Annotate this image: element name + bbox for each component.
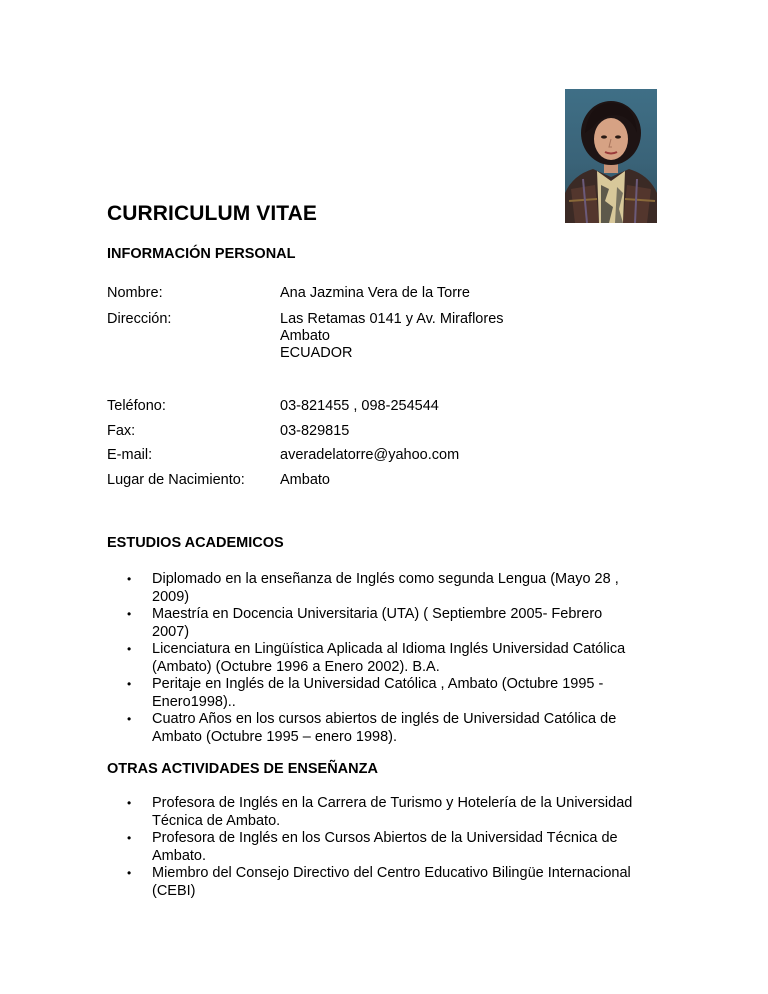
list-item: • Miembro del Consejo Directivo del Centro Educativo Bilingüe Internacional (CEBI) (127, 865, 631, 899)
list-item: • Profesora de Inglés en los Cursos Abiertos de la Universidad Técnica de Ambato. (127, 830, 618, 864)
bullet-icon: • (127, 712, 132, 726)
bullet-icon: • (127, 677, 132, 691)
fax-value: 03-829815 (280, 423, 350, 439)
teaching-list (107, 795, 667, 900)
address-line-2: Ambato (280, 328, 330, 344)
bullet-icon: • (127, 642, 132, 656)
name-value: Ana Jazmina Vera de la Torre (280, 285, 470, 301)
address-line-3: ECUADOR (280, 345, 353, 361)
name-label: Nombre: (107, 285, 163, 301)
list-item: • Cuatro Años en los cursos abiertos de inglés de Universidad Católica de Ambato (Octubre 1995 – enero 1998). (127, 711, 617, 745)
list-item: • Diplomado en la enseñanza de Inglés como segunda Lengua (Mayo 28 , 2009) (127, 571, 619, 605)
phone-value: 03-821455 , 098-254544 (280, 398, 439, 414)
address-line-1: Las Retamas 0141 y Av. Miraflores (280, 311, 504, 327)
birthplace-value: Ambato (280, 472, 330, 488)
phone-label: Teléfono: (107, 398, 166, 414)
studies-heading: ESTUDIOS ACADEMICOS (107, 535, 284, 551)
portrait-photo-icon (565, 89, 657, 223)
list-item: • Licenciatura en Lingüística Aplicada al Idioma Inglés Universidad Católica (Ambato) (Octubre 1996 a Enero 2002). B.A. (127, 641, 626, 675)
list-item: • Maestría en Docencia Universitaria (UTA) ( Septiembre 2005- Febrero 2007) (127, 606, 603, 640)
portrait-photo (565, 89, 657, 223)
bullet-icon: • (127, 607, 132, 621)
studies-list (107, 571, 667, 746)
list-item: • Peritaje en Inglés de la Universidad Católica , Ambato (Octubre 1995 - Enero1998).. (127, 676, 604, 710)
teaching-heading: OTRAS ACTIVIDADES DE ENSEÑANZA (107, 761, 378, 777)
fax-label: Fax: (107, 423, 136, 439)
bullet-icon: • (127, 572, 132, 586)
email-value[interactable]: averadelatorre@yahoo.com (280, 447, 460, 463)
bullet-icon: • (127, 831, 132, 845)
bullet-icon: • (127, 866, 132, 880)
bullet-icon: • (127, 796, 132, 810)
list-item: • Profesora de Inglés en la Carrera de Turismo y Hotelería de la Universidad Técnica de Ambato. (127, 795, 633, 829)
email-label: E-mail: (107, 447, 153, 463)
document-title: CURRICULUM VITAE (107, 202, 318, 225)
address-label: Dirección: (107, 311, 172, 327)
personal-info-heading: INFORMACIÓN PERSONAL (107, 246, 296, 262)
birthplace-label: Lugar de Nacimiento: (107, 472, 245, 488)
